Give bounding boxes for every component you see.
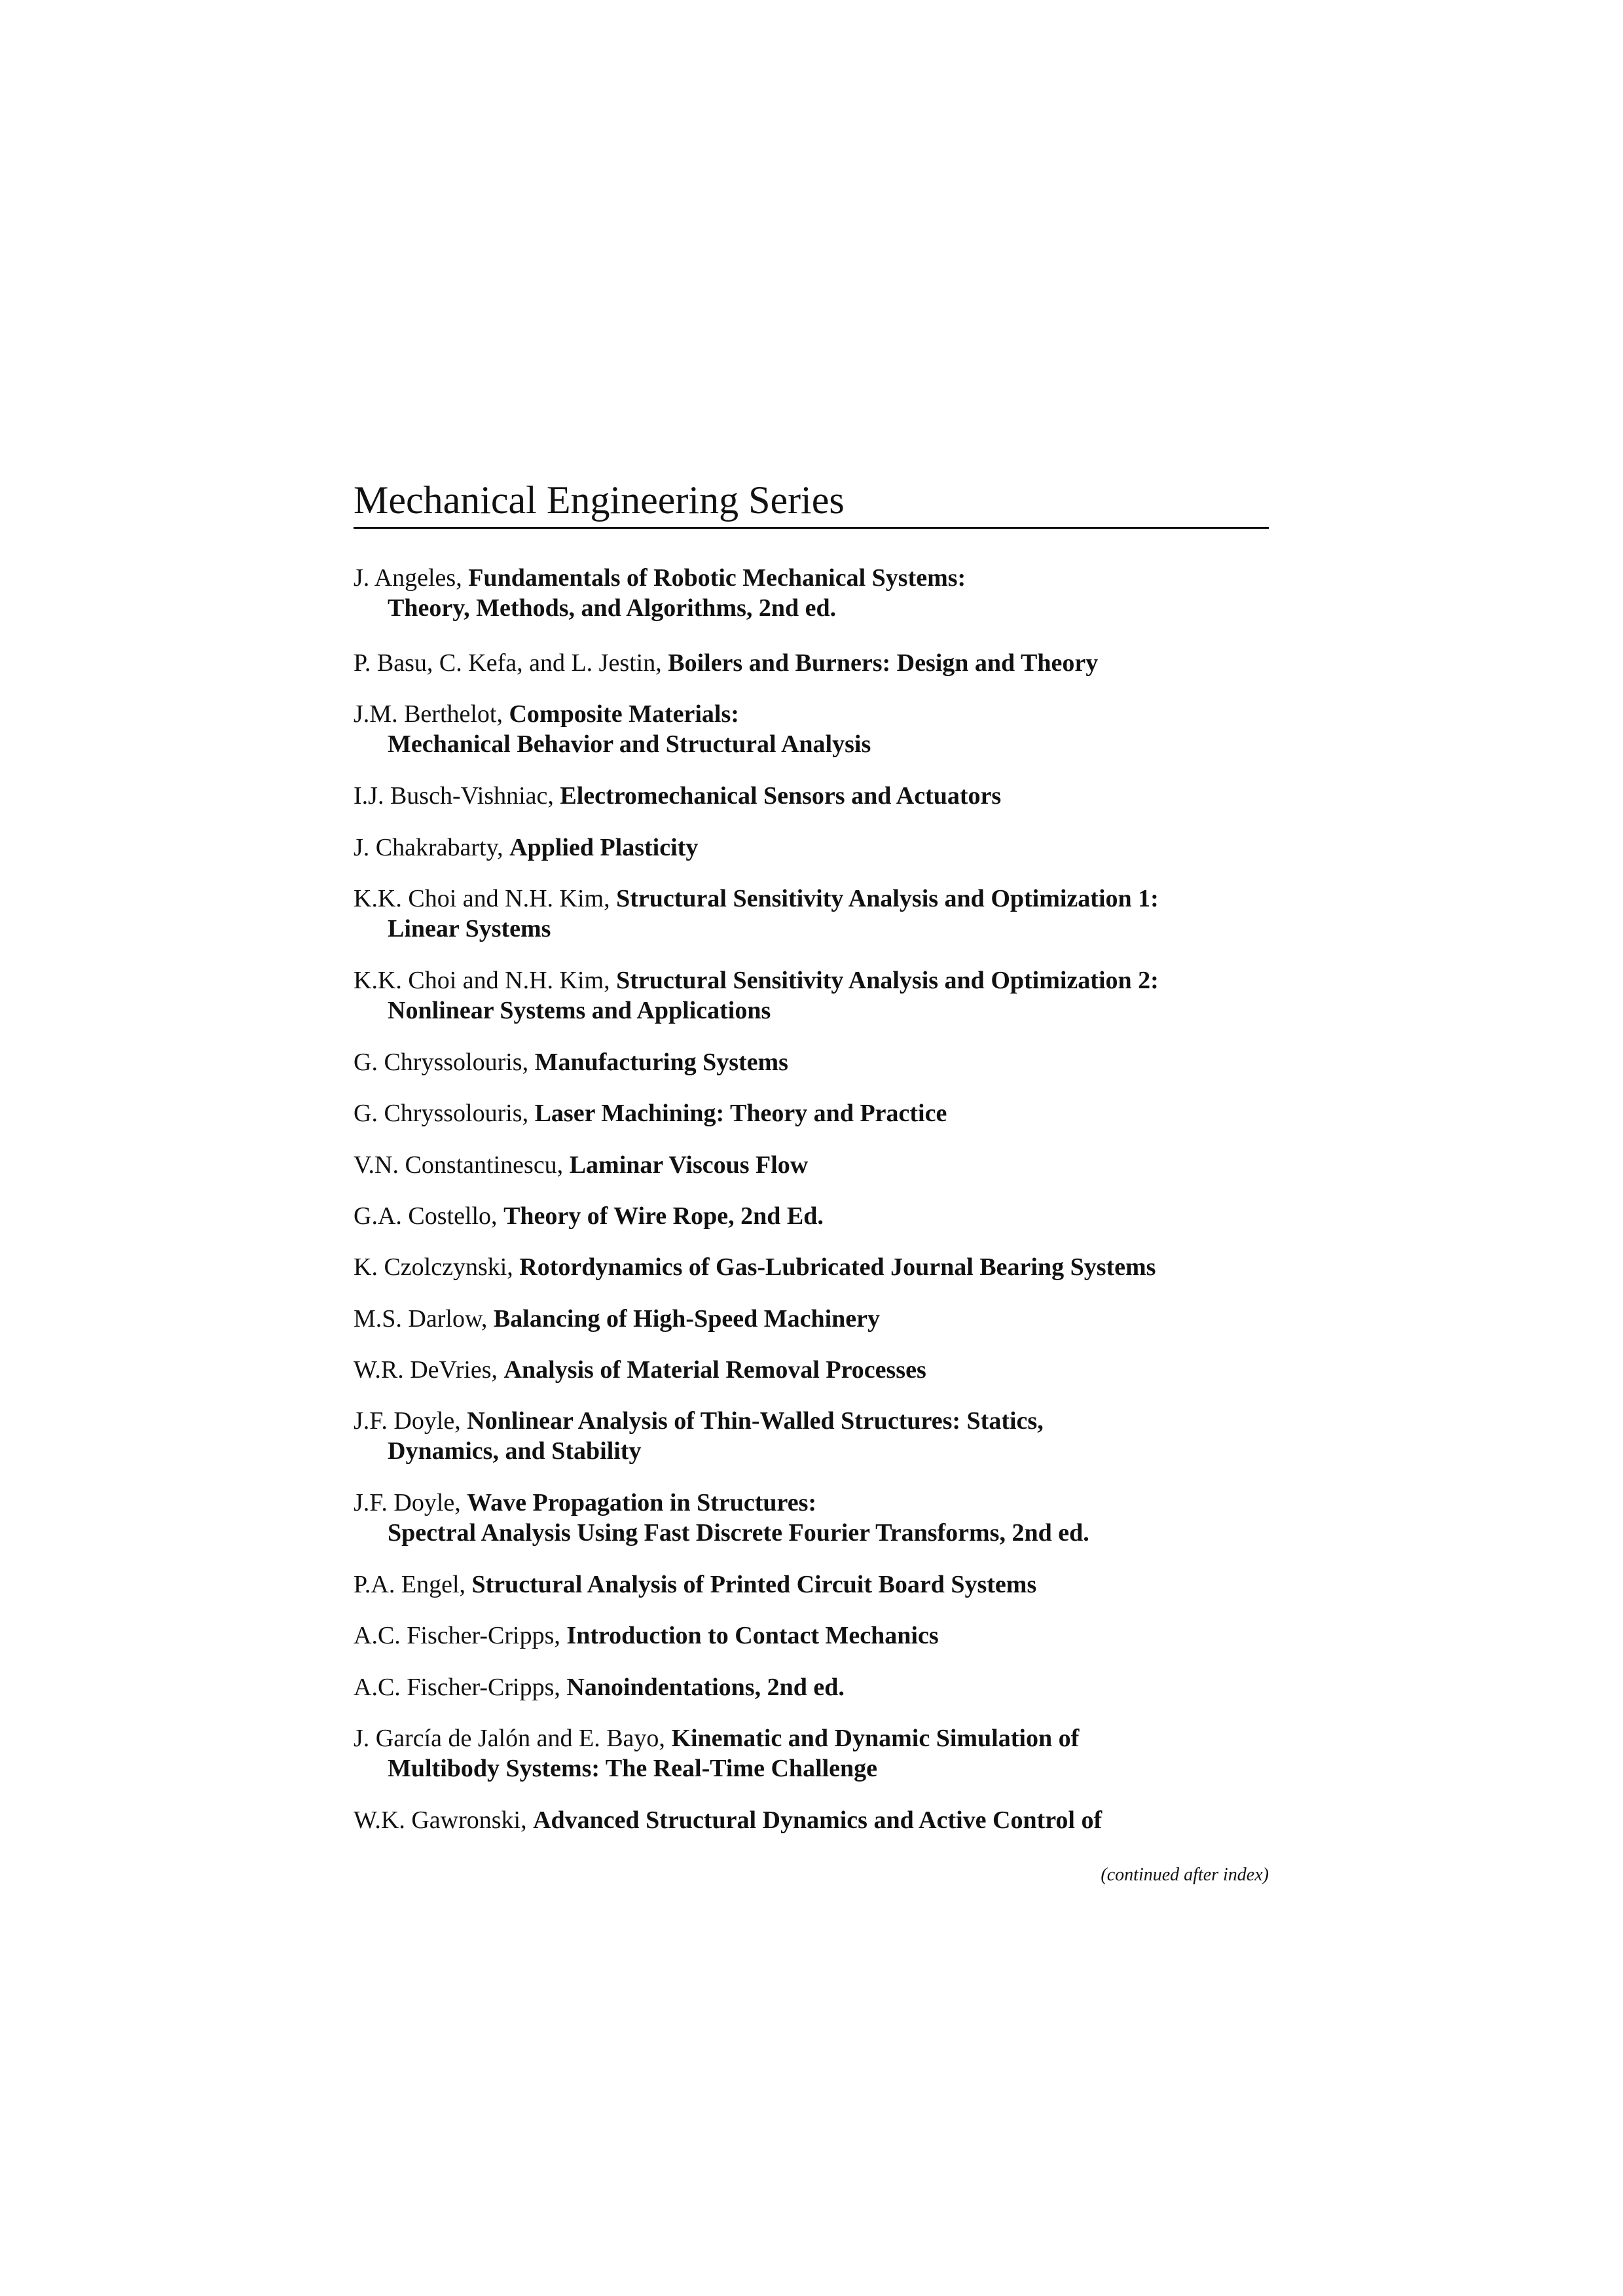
entry-author: J.M. Berthelot, [354, 700, 509, 728]
entry-title: Wave Propagation in Structures: [467, 1489, 817, 1516]
entry-author: V.N. Constantinescu, [354, 1151, 570, 1179]
series-entry [354, 1570, 1269, 1600]
entry-author: J. García de Jalón and E. Bayo, [354, 1725, 672, 1752]
entry-author: J. Chakrabarty, [354, 834, 510, 861]
entry-title: Manufacturing Systems [534, 1049, 788, 1076]
entry-author: P.A. Engel, [354, 1571, 472, 1598]
series-entry [354, 1355, 1269, 1385]
entry-author: W.K. Gawronski, [354, 1806, 534, 1834]
series-entry [354, 1672, 1269, 1702]
entry-title: Structural Analysis of Printed Circuit Board Systems [471, 1571, 1037, 1598]
series-entry [354, 648, 1269, 678]
entry-title-continued: Dynamics, and Stability [388, 1437, 642, 1465]
entry-title-continued: Linear Systems [388, 915, 551, 942]
entry-title: Laminar Viscous Flow [569, 1151, 809, 1179]
series-entry [354, 965, 1269, 1026]
entry-title: Boilers and Burners: Design and Theory [668, 649, 1099, 677]
entry-author: K. Czolczynski, [354, 1253, 520, 1281]
entry-title-continued: Mechanical Behavior and Structural Analysis [388, 730, 871, 758]
series-entry [354, 1488, 1269, 1548]
series-entry [354, 833, 1269, 863]
entry-title: Laser Machining: Theory and Practice [534, 1100, 947, 1127]
entry-title: Applied Plasticity [509, 834, 699, 861]
series-entry [354, 1098, 1269, 1128]
entry-author: J.F. Doyle, [354, 1489, 467, 1516]
entry-author: P. Basu, C. Kefa, and L. Jestin, [354, 649, 668, 677]
entry-author: I.J. Busch-Vishniac, [354, 782, 560, 810]
entry-title-continued: Nonlinear Systems and Applications [388, 997, 771, 1024]
series-entry [354, 563, 1269, 623]
entry-title: Analysis of Material Removal Processes [503, 1356, 926, 1384]
entry-author: G. Chryssolouris, [354, 1049, 535, 1076]
title-rule [354, 527, 1269, 529]
entry-title-continued: Multibody Systems: The Real-Time Challenge [388, 1755, 878, 1782]
entry-title: Theory of Wire Rope, 2nd Ed. [503, 1202, 824, 1230]
entry-author: A.C. Fischer-Cripps, [354, 1674, 567, 1701]
entry-title: Nanoindentations, 2nd ed. [566, 1674, 845, 1701]
entry-author: J. Angeles, [354, 564, 469, 592]
entry-title: Advanced Structural Dynamics and Active Control of [533, 1806, 1103, 1834]
series-entry [354, 1150, 1269, 1180]
series-entry [354, 699, 1269, 759]
entry-title: Balancing of High-Speed Machinery [493, 1305, 880, 1333]
series-entry [354, 1047, 1269, 1077]
entry-title: Structural Sensitivity Analysis and Optimization 2: [616, 967, 1159, 994]
entry-title: Electromechanical Sensors and Actuators [560, 782, 1002, 810]
entry-author: J.F. Doyle, [354, 1407, 467, 1435]
series-title: Mechanical Engineering Series [354, 478, 845, 522]
entry-title: Introduction to Contact Mechanics [566, 1622, 939, 1649]
entry-title: Rotordynamics of Gas-Lubricated Journal Bearing Systems [519, 1253, 1156, 1281]
entry-title: Structural Sensitivity Analysis and Optimization 1: [616, 885, 1159, 912]
series-entry [354, 1406, 1269, 1466]
series-entry [354, 884, 1269, 944]
entry-author: M.S. Darlow, [354, 1305, 494, 1333]
entry-title-continued: Theory, Methods, and Algorithms, 2nd ed. [388, 594, 837, 622]
series-entry [354, 1201, 1269, 1231]
entry-title: Composite Materials: [509, 700, 739, 728]
series-entry [354, 1252, 1269, 1282]
entry-title-continued: Spectral Analysis Using Fast Discrete Fourier Transforms, 2nd ed. [388, 1519, 1089, 1547]
entry-author: G.A. Costello, [354, 1202, 504, 1230]
entry-title: Kinematic and Dynamic Simulation of [671, 1725, 1080, 1752]
entry-author: A.C. Fischer-Cripps, [354, 1622, 567, 1649]
series-entry [354, 781, 1269, 811]
series-entry [354, 1805, 1269, 1835]
entry-author: K.K. Choi and N.H. Kim, [354, 967, 617, 994]
series-entry [354, 1723, 1269, 1784]
series-entry [354, 1304, 1269, 1334]
entry-title: Fundamentals of Robotic Mechanical Systems: [468, 564, 966, 592]
entry-author: G. Chryssolouris, [354, 1100, 535, 1127]
continued-note: (continued after index) [1101, 1865, 1269, 1885]
series-entry [354, 1621, 1269, 1651]
entry-author: W.R. DeVries, [354, 1356, 504, 1384]
entry-title: Nonlinear Analysis of Thin-Walled Structures: Statics, [467, 1407, 1044, 1435]
entry-author: K.K. Choi and N.H. Kim, [354, 885, 617, 912]
